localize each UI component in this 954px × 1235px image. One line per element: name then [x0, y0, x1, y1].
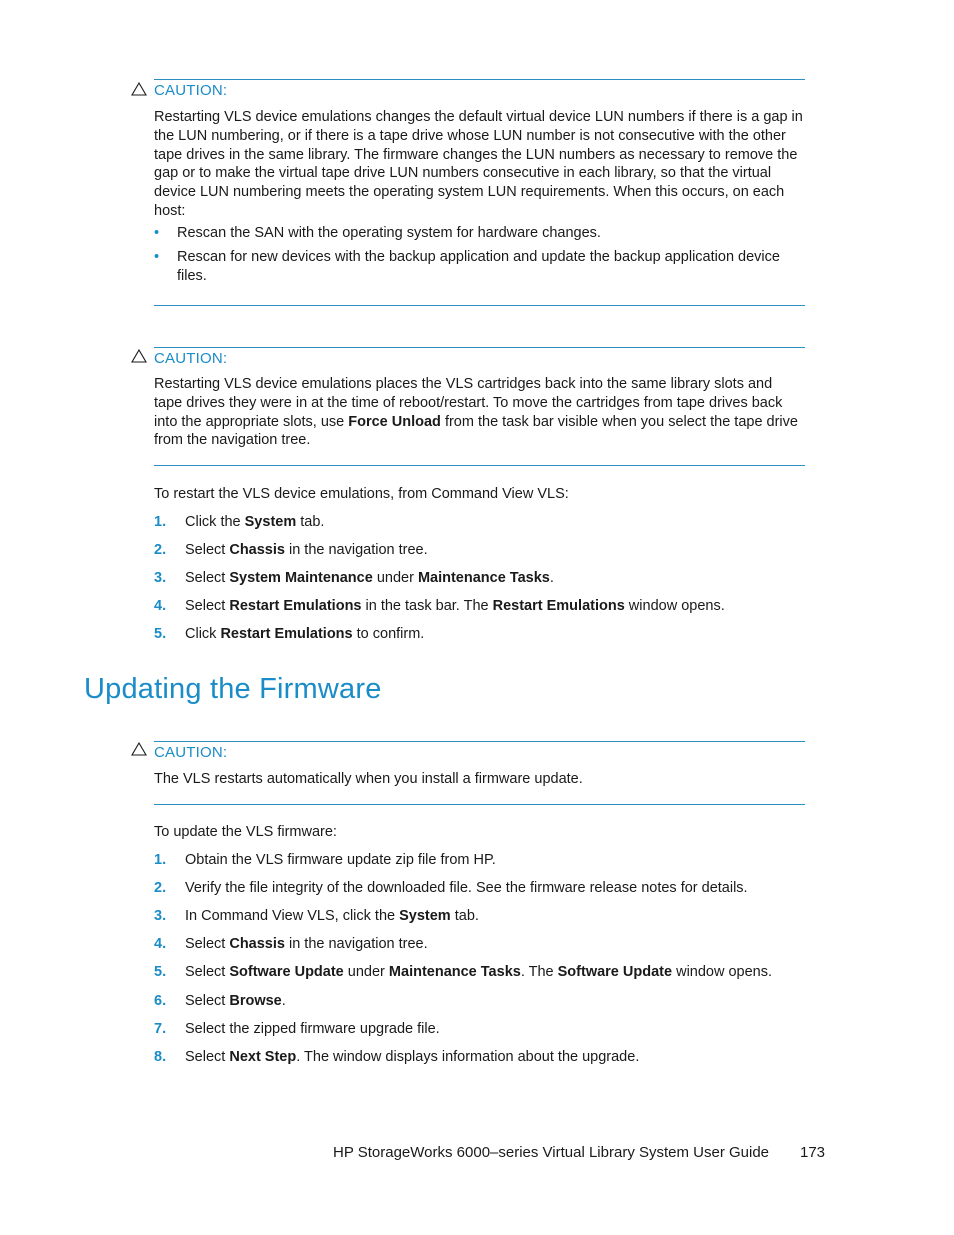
- caution-top-rule: [154, 347, 805, 348]
- caution-triangle-icon: [131, 82, 147, 96]
- caution-top-rule: [154, 79, 805, 80]
- caution-bullet: • Rescan the SAN with the operating system for hardware changes.: [154, 225, 601, 241]
- text-run: . The window displays information about the upgrade.: [296, 1048, 640, 1065]
- bold-term: Next Step: [229, 1048, 297, 1065]
- bold-term: System: [244, 514, 297, 530]
- caution-text: Restarting VLS device emulations places the VLS cartridges back into the same library slots and tape drives they were in at the time of reboot/restart. To move the cartridges from tape drives back into the appropriate slots, use Force Unload from the task bar visible when you select the tape drive from the navigation tree.: [154, 376, 798, 449]
- bold-term: System: [399, 908, 451, 925]
- text-run: window opens.: [624, 598, 725, 614]
- step-number: 2.: [154, 880, 167, 897]
- step-text: [185, 570, 554, 586]
- step-text: [185, 993, 286, 1009]
- bold-term: Chassis: [229, 936, 285, 953]
- text-run: tab.: [296, 514, 325, 530]
- text-run: in the navigation tree.: [284, 936, 428, 953]
- text-run: Select: [185, 964, 230, 981]
- step-number: 3.: [154, 570, 167, 586]
- text-run: to confirm.: [352, 626, 425, 642]
- step-text: [185, 908, 479, 924]
- text-run: .: [281, 992, 286, 1009]
- text-run: Click: [185, 626, 221, 642]
- page-number: 173: [800, 1144, 826, 1161]
- text-run: In Command View VLS, click the: [185, 908, 400, 925]
- step-number: 4.: [154, 936, 167, 953]
- caution-label: CAUTION:: [154, 82, 228, 99]
- step-text: [185, 880, 748, 896]
- step-text: [185, 1021, 440, 1037]
- text-run: Select: [185, 542, 230, 558]
- step-number: 3.: [154, 908, 167, 925]
- step-number: 7.: [154, 1020, 167, 1037]
- caution-triangle-icon: [131, 349, 147, 363]
- caution-triangle-icon: [131, 742, 147, 756]
- step-number: 8.: [154, 1048, 167, 1065]
- bold-term: Chassis: [229, 542, 285, 558]
- step-text: [185, 1049, 639, 1065]
- step-text: [185, 852, 496, 868]
- bold-term: Force Unload: [348, 413, 441, 430]
- step-text: [185, 542, 428, 558]
- text-run: tab.: [450, 908, 479, 925]
- bold-term: Restart Emulations: [220, 626, 353, 642]
- bold-term: System Maintenance: [229, 570, 373, 586]
- caution-text: Restarting VLS device emulations changes the default virtual device LUN numbers if there is a gap in the LUN numbering, or if there is a tape drive whose LUN number is not consecutive with the other tape drives in the same library. The firmware changes the LUN numbers as necessary to remove the gap or to make the virtual tape drive LUN numbers consecutive in each library, so that the virtual device LUN numbering meets the operating system LUN requirements. When this occurs, on each host:: [154, 109, 803, 219]
- step-text: [185, 964, 772, 980]
- update-intro: To update the VLS firmware:: [154, 824, 337, 840]
- restart-intro: To restart the VLS device emulations, from Command View VLS:: [154, 486, 569, 502]
- text-run: in the task bar. The: [361, 598, 493, 614]
- bullet-icon: •: [154, 249, 160, 265]
- caution-label: CAUTION:: [154, 744, 228, 761]
- step-number: 4.: [154, 598, 167, 614]
- text-run: window opens.: [672, 964, 773, 981]
- caution-box-3: [131, 741, 805, 805]
- text-run: Select: [185, 598, 230, 614]
- step-number: 1.: [154, 852, 167, 868]
- caution-box-1: [131, 79, 805, 306]
- text-run: Select: [185, 1048, 230, 1065]
- caution-bottom-rule: [154, 305, 805, 306]
- bold-term: Software Update: [229, 964, 344, 981]
- section-heading: Updating the Firmware: [84, 673, 382, 705]
- bullet-icon: •: [154, 225, 160, 241]
- text-run: Obtain the VLS firmware update zip file from HP.: [185, 852, 496, 868]
- caution-label: CAUTION:: [154, 350, 228, 367]
- footer-title: HP StorageWorks 6000–series Virtual Library System User Guide: [333, 1144, 770, 1161]
- step-number: 6.: [154, 992, 167, 1009]
- step-text: [185, 598, 725, 614]
- step-text: [185, 936, 428, 952]
- step-text: [185, 514, 324, 530]
- caution-bottom-rule: [154, 804, 805, 805]
- step-number: 5.: [154, 626, 167, 642]
- bold-term: Software Update: [557, 964, 673, 981]
- text-run: Select: [185, 570, 230, 586]
- text-run: under: [343, 964, 389, 981]
- text-run: Select: [185, 992, 230, 1009]
- caution-bottom-rule: [154, 465, 805, 466]
- step-number: 5.: [154, 964, 167, 981]
- caution-box-2: [131, 347, 805, 466]
- step-number: 1.: [154, 514, 167, 530]
- step-text: [185, 626, 424, 642]
- caution-text: The VLS restarts automatically when you install a firmware update.: [154, 771, 583, 787]
- text-run: Click the: [185, 514, 245, 530]
- step-number: 2.: [154, 542, 167, 558]
- bold-term: Maintenance Tasks: [417, 570, 550, 586]
- text-run: in the navigation tree.: [284, 542, 428, 558]
- bold-term: Restart Emulations: [229, 598, 362, 614]
- bold-term: Browse: [229, 992, 282, 1009]
- text-run: Verify the file integrity of the downloaded file. See the firmware release notes for details.: [185, 880, 748, 897]
- caution-bullet: • Rescan for new devices with the backup application and update the backup application device files.: [154, 249, 780, 284]
- text-run: Select the zipped firmware upgrade file.: [185, 1020, 440, 1037]
- text-run: . The: [520, 964, 558, 981]
- bold-term: Maintenance Tasks: [388, 964, 521, 981]
- text-run: under: [372, 570, 418, 586]
- text-run: .: [549, 570, 554, 586]
- caution-top-rule: [154, 741, 805, 742]
- bold-term: Restart Emulations: [492, 598, 625, 614]
- text-run: Select: [185, 936, 230, 953]
